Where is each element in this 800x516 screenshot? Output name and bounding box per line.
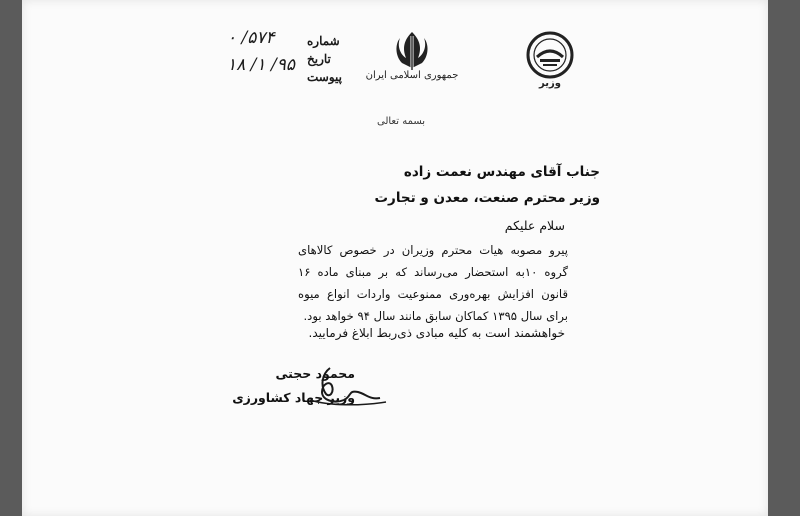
number-value: ۵۷۴/ ۰ bbox=[227, 28, 275, 48]
addressee-title: وزیر محترم صنعت، معدن و تجارت bbox=[374, 190, 600, 206]
seal-caption: وزیر bbox=[539, 78, 561, 89]
body-paragraph: پیرو مصوبه هیات محترم وزیران در خصوص کالاهای گروه ۱۰به استحضار می‌رساند که بر مبنای ماده ۱۶ قانون افزایش بهره‌وری ممنوعیت واردات انواع میوه برای سال ۱۳۹۵ کماکان سابق مانند سال ۹۴ خواهد بود. bbox=[298, 243, 568, 323]
attachment-label: پیوست bbox=[307, 70, 342, 84]
letter-body bbox=[298, 239, 568, 327]
basmala: بسمه تعالی bbox=[377, 116, 426, 127]
closing-line: خواهشمند است به کلیه مبادی ذی‌ربط ابلاغ فرمایید. bbox=[308, 326, 565, 340]
ministry-seal-icon bbox=[525, 30, 575, 80]
addressee-name: جناب آقای مهندس نعمت زاده bbox=[403, 164, 600, 180]
greeting: سلام علیکم bbox=[504, 218, 565, 233]
number-label: شماره bbox=[307, 34, 340, 48]
national-emblem-icon bbox=[392, 30, 432, 72]
signatory-name: محمود حجتی bbox=[275, 366, 355, 381]
handwritten-signature-icon bbox=[300, 360, 390, 410]
letter-page bbox=[22, 0, 768, 516]
signatory-title: وزیر جهاد کشاورزی bbox=[232, 390, 355, 405]
emblem-caption: جمهوری اسلامی ایران bbox=[365, 70, 459, 81]
date-value: ۹۵/ ۱/ ۱۸ bbox=[227, 55, 295, 75]
date-label: تاریخ bbox=[307, 52, 331, 66]
